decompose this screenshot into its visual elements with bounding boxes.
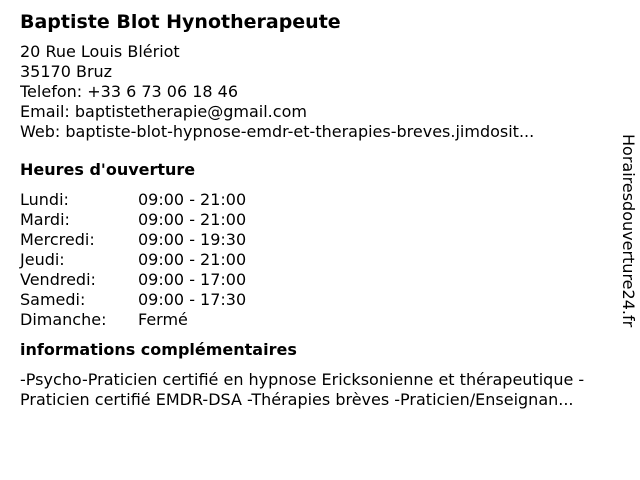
hours-row-tuesday	[20, 210, 612, 230]
time-range: 09:00 - 17:30	[138, 290, 247, 309]
phone-number: Telefon: +33 6 73 06 18 46	[20, 82, 239, 101]
additional-info-line-2: Praticien certifié EMDR-DSA -Thérapies brèves -Praticien/Enseignan...	[20, 390, 574, 409]
time-range: Fermé	[138, 310, 188, 329]
day-label: Lundi:	[20, 190, 69, 209]
day-label: Samedi:	[20, 290, 86, 309]
business-card	[20, 8, 612, 410]
day-label: Vendredi:	[20, 270, 96, 289]
address-line-city: 35170 Bruz	[20, 62, 113, 81]
website-link[interactable]: Web: baptiste-blot-hypnose-emdr-et-therapies-breves.jimdosit...	[20, 122, 535, 141]
address-line-street: 20 Rue Louis Blériot	[20, 42, 180, 61]
time-range: 09:00 - 21:00	[138, 190, 247, 209]
site-watermark: Horairesdouverture24.fr	[619, 134, 638, 328]
time-range: 09:00 - 21:00	[138, 210, 247, 229]
hours-row-friday	[20, 270, 612, 290]
day-label: Mardi:	[20, 210, 70, 229]
day-label: Mercredi:	[20, 230, 95, 249]
additional-info-line-1: -Psycho-Praticien certifié en hypnose Ericksonienne et thérapeutique -	[20, 370, 585, 389]
email-address: Email: baptistetherapie@gmail.com	[20, 102, 307, 121]
hours-row-saturday	[20, 290, 612, 310]
hours-row-sunday	[20, 310, 612, 330]
time-range: 09:00 - 17:00	[138, 270, 247, 289]
day-label: Jeudi:	[20, 250, 65, 269]
day-label: Dimanche:	[20, 310, 107, 329]
hours-row-monday	[20, 190, 612, 210]
business-name: Baptiste Blot Hynotherapeute	[20, 11, 341, 33]
opening-hours-heading: Heures d'ouverture	[20, 160, 196, 179]
additional-info-heading: informations complémentaires	[20, 340, 297, 359]
time-range: 09:00 - 21:00	[138, 250, 247, 269]
time-range: 09:00 - 19:30	[138, 230, 247, 249]
hours-row-thursday	[20, 250, 612, 270]
hours-row-wednesday	[20, 230, 612, 250]
